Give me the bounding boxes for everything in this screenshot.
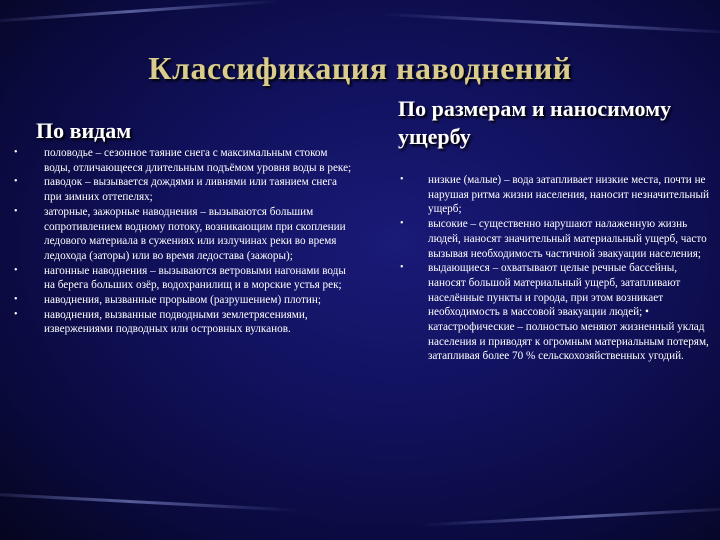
bullet-icon: • xyxy=(14,294,18,306)
list-item-text: низкие (малые) – вода затапливает низкие места, почти не нарушая ритма жизни населения, наносит незначительный ущерб; xyxy=(428,174,710,216)
left-bullet-list xyxy=(14,146,354,337)
list-item xyxy=(14,293,354,308)
list-item xyxy=(400,261,712,364)
decorative-streak xyxy=(0,0,280,23)
bullet-icon: • xyxy=(14,205,18,217)
decorative-streak xyxy=(0,491,300,512)
list-item-text: заторные, зажорные наводнения – вызываются большим сопротивлением водному потоку, возникающим при скоплении ледового материала в сужениях или излучинах реки во время ледохода (заторы) или во время ледостава (зажоры); xyxy=(44,205,346,262)
list-item-text: наводнения, вызванные прорывом (разрушением) плотин; xyxy=(44,294,321,307)
bullet-icon: • xyxy=(14,264,18,276)
list-item xyxy=(14,308,354,337)
left-column-heading: По видам xyxy=(36,118,132,143)
bullet-icon: • xyxy=(400,174,404,185)
list-item-text: наводнения, вызванные подводными землетрясениями, извержениями подводных или островных вулканов. xyxy=(44,308,308,336)
list-item-text: паводок – вызывается дождями и ливнями или таянием снега при зимних оттепелях; xyxy=(44,176,337,204)
list-item-text: выдающиеся – охватывают целые речные бассейны, наносят большой материальный ущерб, затапливают населённые пункты и города, при этом возникает необходимость в массовой эвакуации людей; • катастрофические – полностью меняют жизненный уклад населения и приводят к огромным материальным потерям, затапливая более 70 % сельскохозяйственных угодий. xyxy=(428,262,709,363)
list-item xyxy=(14,264,354,293)
right-column-heading: По размерам и наносимому ущербу xyxy=(398,96,672,149)
decorative-streak xyxy=(420,506,720,526)
right-bullet-list xyxy=(400,173,712,364)
list-item-text: высокие – существенно нарушают налаженную жизнь людей, наносят значительный материальный ущерб, часто вызывая необходимость частичной эвакуации населения; xyxy=(428,218,707,260)
list-item xyxy=(14,146,354,175)
list-item xyxy=(14,205,354,264)
bullet-icon: • xyxy=(400,218,404,230)
decorative-streak xyxy=(380,13,720,35)
list-item xyxy=(400,217,712,261)
bullet-icon: • xyxy=(14,147,18,158)
list-item-text: половодье – сезонное таяние снега с максимальным стоком воды, отличающееся длительным подъёмом уровня воды в реке; xyxy=(44,147,352,174)
slide-title: Классификация наводнений xyxy=(148,50,572,86)
list-item-text: нагонные наводнения – вызываются ветровыми нагонами воды на берега больших озёр, водохранилищ и в морские устья рек; xyxy=(44,264,346,292)
list-item xyxy=(400,173,712,217)
bullet-icon: • xyxy=(14,308,18,320)
bullet-icon: • xyxy=(400,262,404,274)
bullet-icon: • xyxy=(14,176,18,188)
list-item xyxy=(14,175,354,204)
